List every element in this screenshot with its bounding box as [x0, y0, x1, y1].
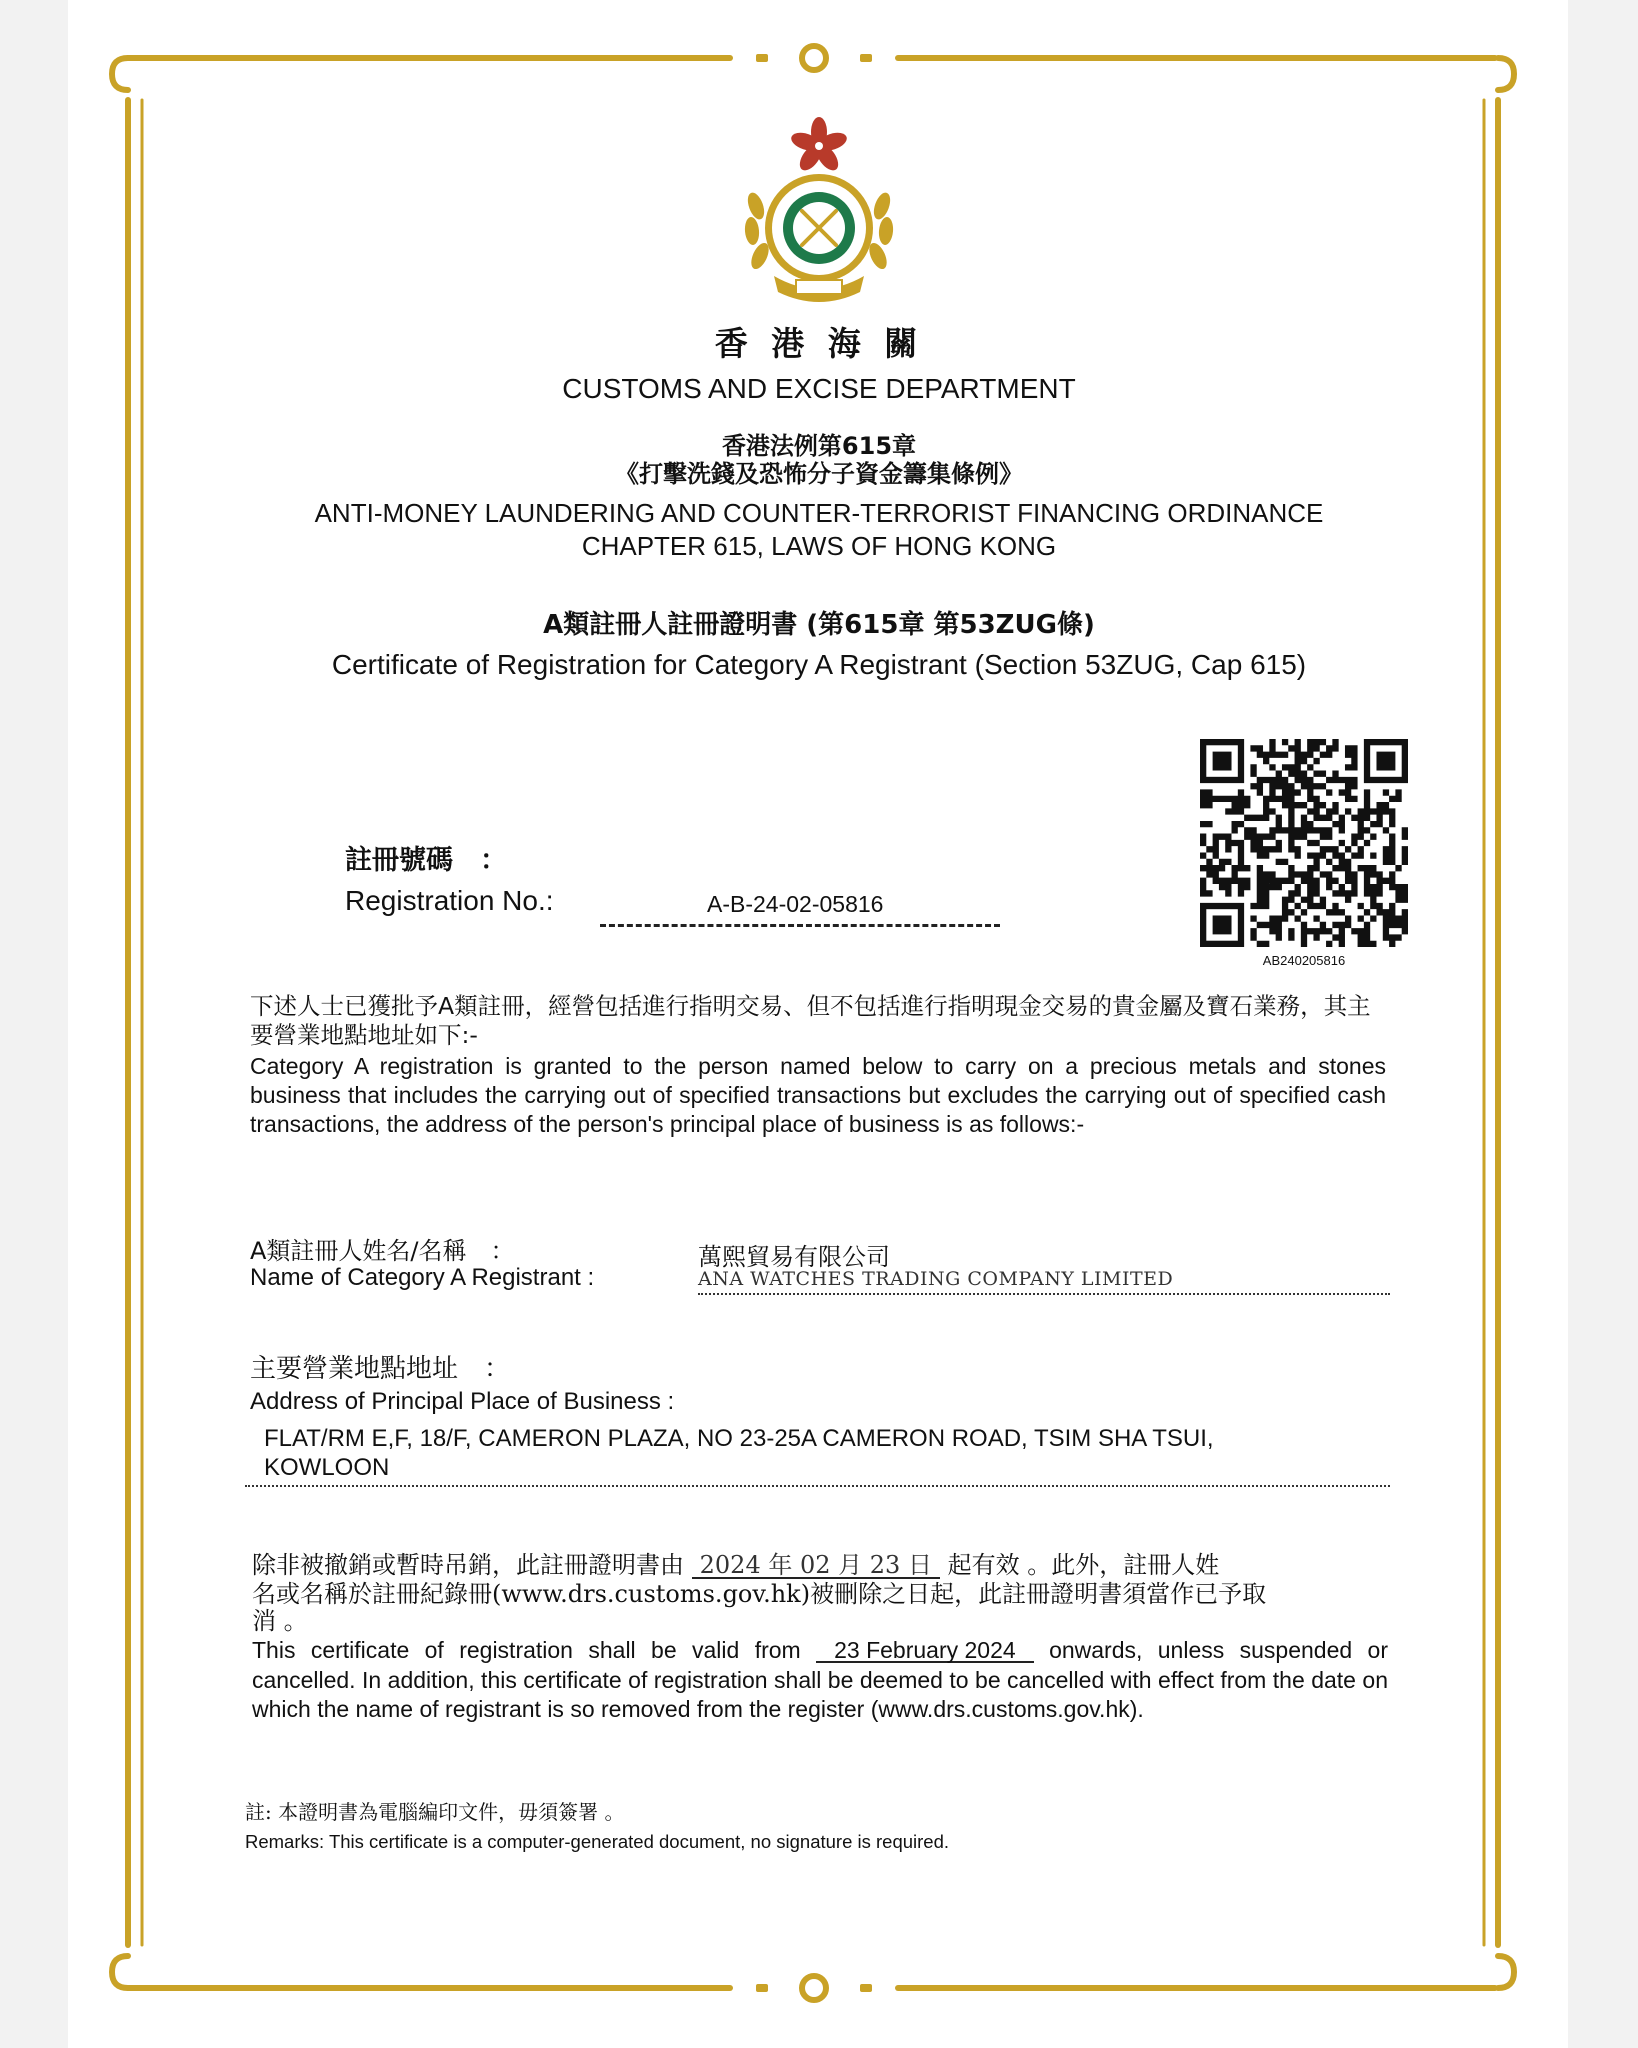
department-name-en: CUSTOMS AND EXCISE DEPARTMENT — [562, 373, 1076, 404]
ordinance-chapter-zh: 香港法例第615章 — [721, 432, 917, 460]
customs-emblem-seal — [734, 116, 904, 304]
address-dotted-line — [245, 1485, 1390, 1487]
ordinance-chapter-en: CHAPTER 615, LAWS OF HONG KONG — [581, 531, 1057, 561]
registration-number-underline — [600, 924, 1000, 927]
department-name-zh: 香 港 海 關 — [714, 324, 924, 363]
address-line-1: FLAT/RM E,F, 18/F, CAMERON PLAZA, NO 23-25A CAMERON ROAD, TSIM SHA TSUI, — [264, 1425, 1214, 1452]
grant-statement-en: Category A registration is granted to the person named below to carry on a precious metals and stones business that includes the carrying out of specified transactions but excludes the carrying out of specified cash transactions, the address of the person's principal place of business is as follows:- — [250, 1053, 1386, 1137]
ordinance-title-zh: 《打擊洗錢及恐怖分子資金籌集條例》 — [615, 460, 1023, 488]
registrant-label-en: Name of Category A Registrant : — [250, 1264, 595, 1291]
registrant-name-dotted-line — [698, 1293, 1390, 1295]
validity-date-en: 23 February 2024 — [816, 1639, 1034, 1663]
validity-zh-suffix: 起有效 。此外，註冊人姓 — [947, 1551, 1220, 1579]
registrant-name-en: ANA WATCHES TRADING COMPANY LIMITED — [698, 1268, 1174, 1290]
validity-date-zh: 2024 年 02 月 23 日 — [692, 1553, 940, 1579]
validity-zh-line-2: 名或名稱於註冊紀錄冊(www.drs.customs.gov.hk)被刪除之日起，此註冊證明書須當作已予取 — [252, 1580, 1267, 1608]
certificate-title-en: Certificate of Registration for Category A Registrant (Section 53ZUG, Cap 615) — [331, 649, 1307, 680]
address-line-2: KOWLOON — [264, 1454, 390, 1481]
registration-number: A-B-24-02-05816 — [707, 891, 884, 917]
validity-zh-line-3: 消 。 — [252, 1607, 308, 1635]
address-label-zh: 主要營業地點地址 ： — [250, 1354, 511, 1384]
registrant-name-zh: 萬熙貿易有限公司 — [698, 1243, 890, 1271]
remarks-zh: 註: 本證明書為電腦編印文件，毋須簽署 。 — [245, 1800, 625, 1824]
registrant-label-zh: A類註冊人姓名/名稱 ： — [250, 1237, 515, 1265]
certificate-title-zh: A類註冊人註冊證明書 (第615章 第53ZUG條) — [543, 610, 1095, 640]
qr-code — [1200, 739, 1408, 947]
address-label-en: Address of Principal Place of Business : — [250, 1388, 675, 1415]
qr-code-caption: AB240205816 — [1262, 953, 1346, 968]
registration-label-en: Registration No.: — [345, 885, 554, 916]
validity-en-prefix: This certificate of registration shall be valid from — [252, 1637, 801, 1663]
validity-zh-line-1 — [252, 1551, 1392, 1579]
ordinance-title-en: ANTI-MONEY LAUNDERING AND COUNTER-TERRORIST FINANCING ORDINANCE — [314, 498, 1324, 528]
registration-label-zh: 註冊號碼 ： — [345, 845, 507, 876]
validity-en-suffix: onwards, unless suspended or cancelled. In addition, this certificate of registration shall be deemed to be cancelled with effect from the date on which the name of registrant is so removed from the register (www.drs.customs.gov.hk). — [252, 1637, 1389, 1722]
grant-statement-zh: 下述人士已獲批予A類註冊，經營包括進行指明交易、但不包括進行指明現金交易的貴金屬及寶石業務，其主要營業地點地址如下:- — [250, 992, 1371, 1049]
remarks-en: Remarks: This certificate is a computer-generated document, no signature is required. — [245, 1831, 950, 1852]
validity-zh-prefix: 除非被撤銷或暫時吊銷，此註冊證明書由 — [252, 1551, 684, 1579]
validity-en — [252, 1636, 1388, 1725]
